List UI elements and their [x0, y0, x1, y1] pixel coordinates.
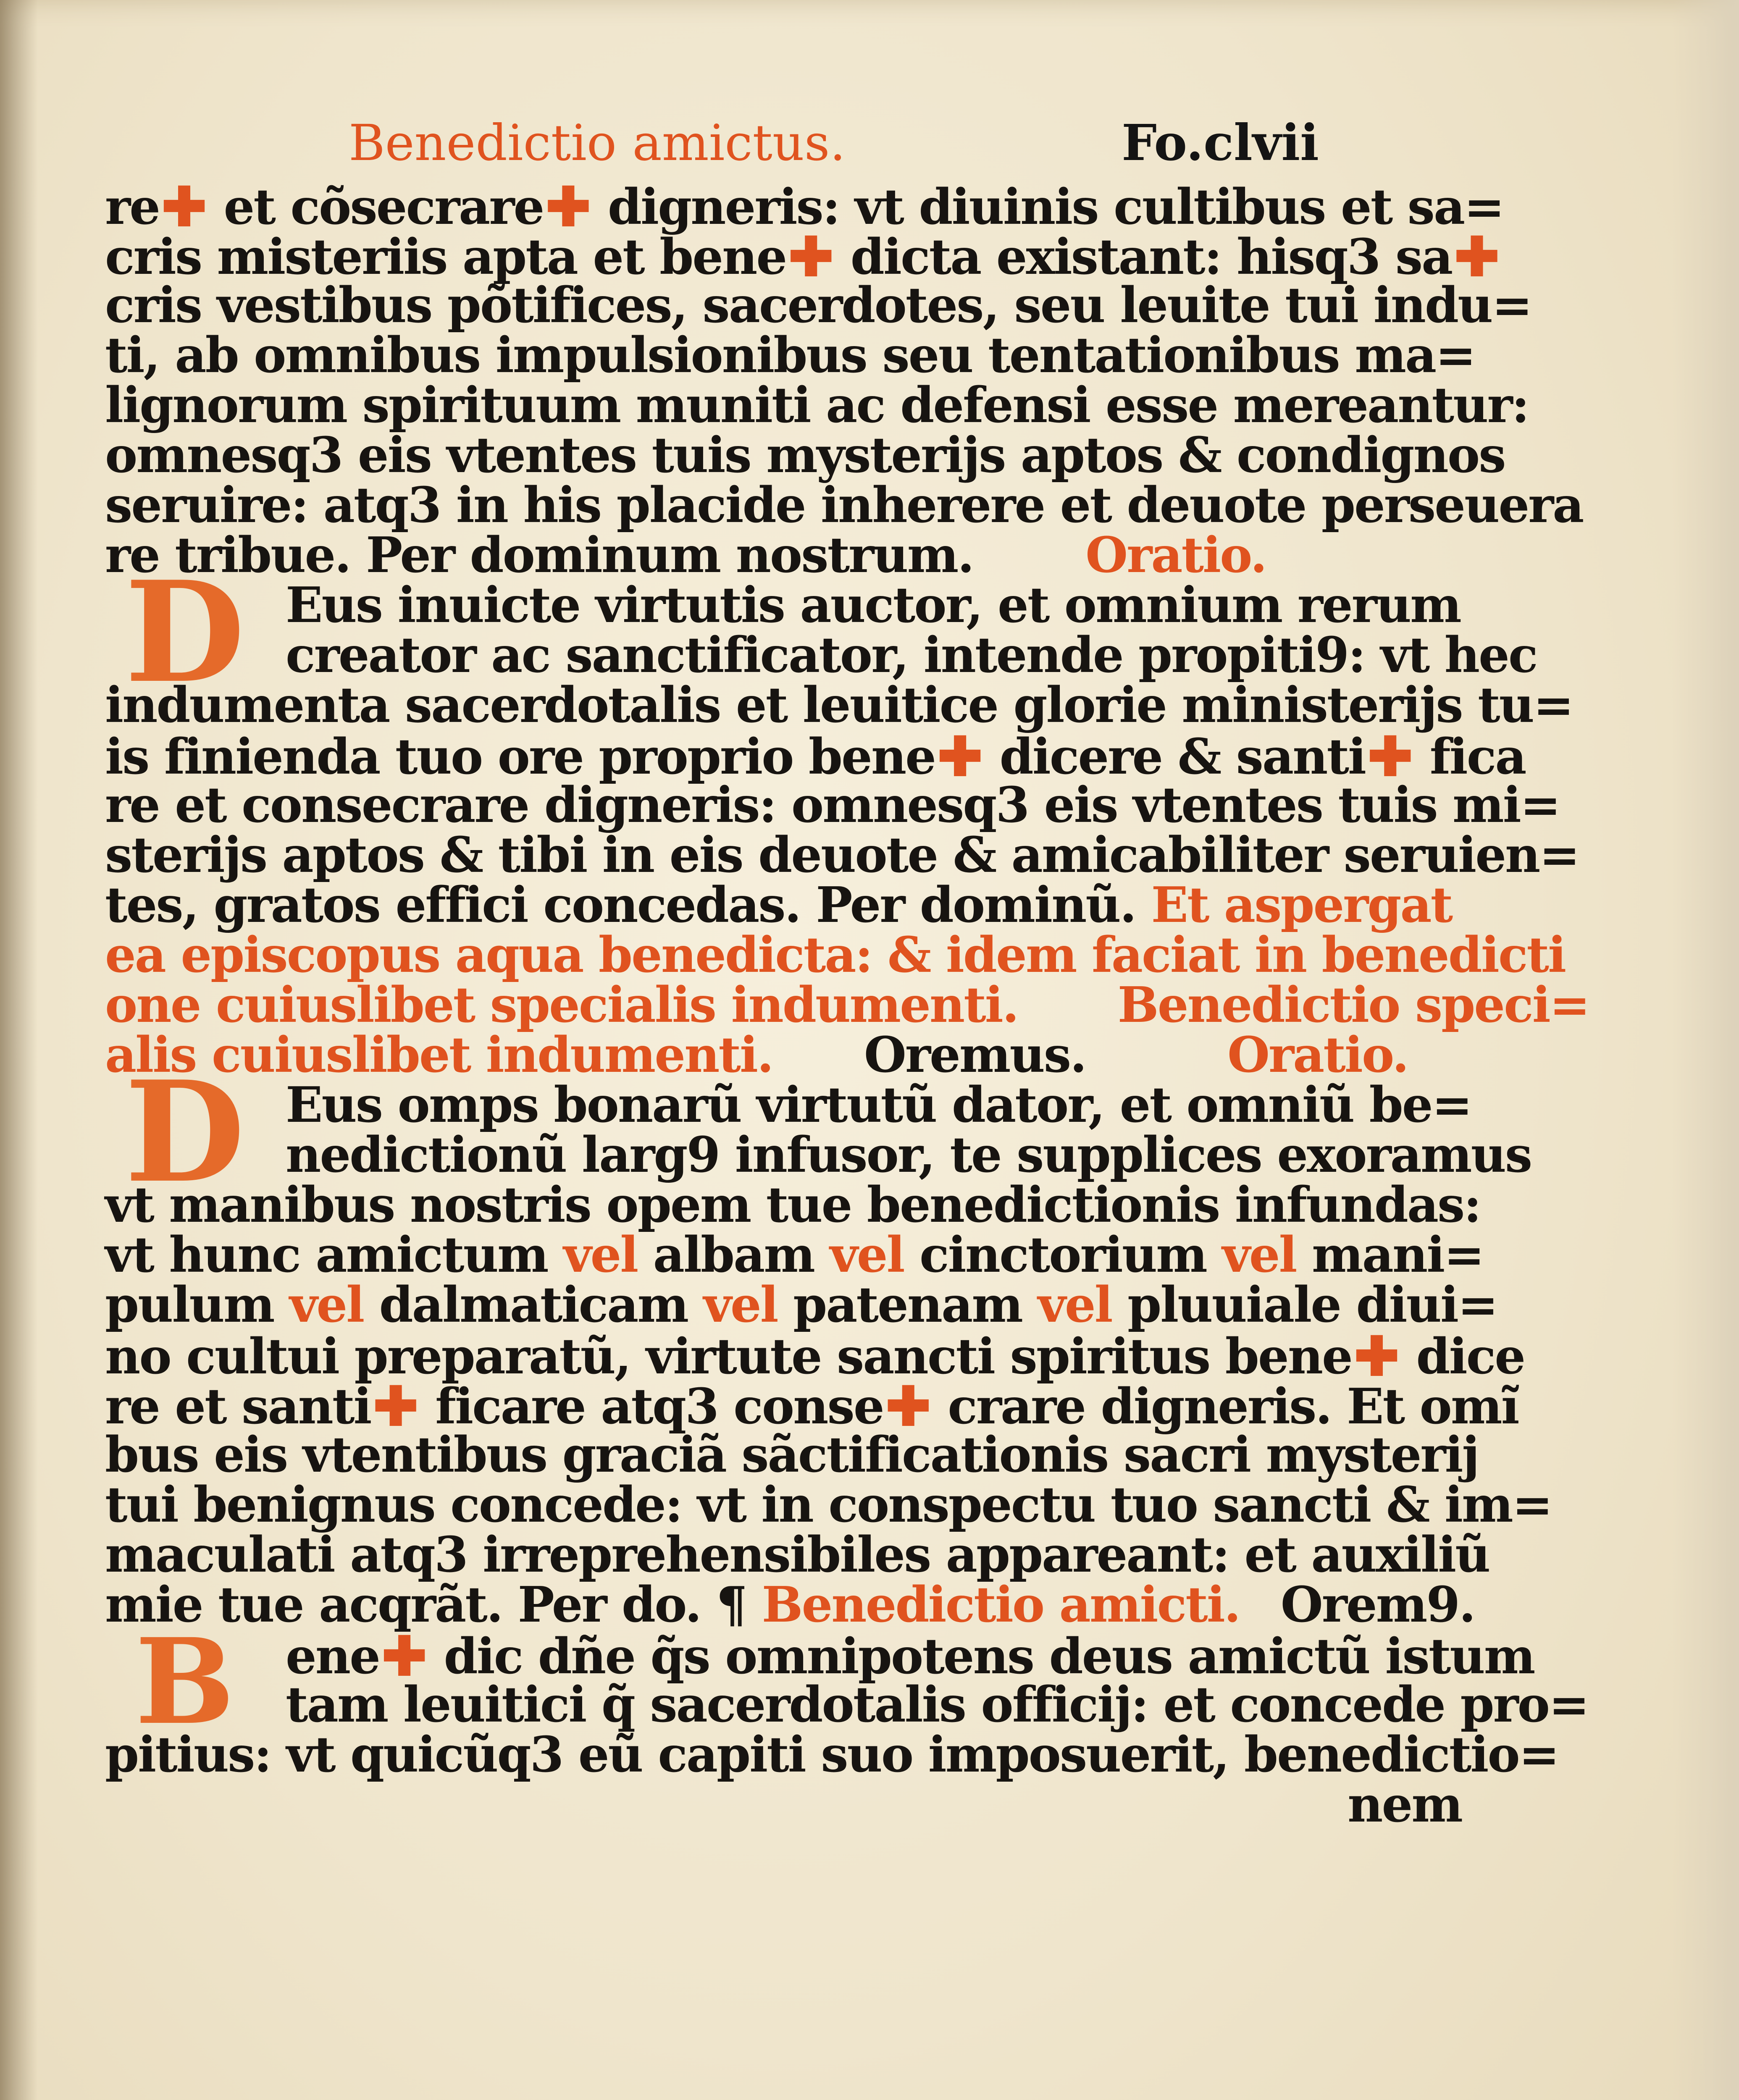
cross-icon: ✚ [1454, 226, 1498, 289]
text-line: Eus omps bonarũ virtutũ dator, et omniũ be= [286, 1076, 1471, 1134]
text-span: patenam [793, 1276, 1022, 1334]
text-line: cris vestibus põtifices, sacerdotes, seu leuite tui indu= [105, 277, 1531, 334]
cross-icon: ✚ [546, 176, 590, 239]
catchword: nem [1348, 1776, 1462, 1833]
text-span: re tribue. Per dominum nostrum. [105, 527, 973, 584]
rubric-vel: vel [1038, 1276, 1112, 1334]
spine-shadow [0, 0, 38, 2100]
text-line: indumenta sacerdotalis et leuitice glorie ministerijs tu= [105, 677, 1573, 734]
text-span: mani= [1312, 1226, 1484, 1284]
cross-icon: ✚ [373, 1375, 417, 1438]
text-line: is finienda tuo ore proprio bene✚ dicere & santi✚ fica [105, 725, 1526, 788]
running-title: Benedictio amictus. [349, 114, 846, 172]
text-line: cris misteriis apta et bene✚ dicta existant: hisq3 sa✚ [105, 226, 1498, 289]
text-line [105, 976, 1589, 1034]
cross-icon: ✚ [1354, 1325, 1398, 1388]
text-span: pluuiale diui= [1127, 1276, 1497, 1334]
rubric-text: alis cuiuslibet indumenti. [105, 1026, 773, 1084]
text-line: seruire: atq3 in his placide inherere et deuote perseuera [105, 477, 1583, 534]
text-line: ti, ab omnibus impulsionibus seu tentationibus ma= [105, 327, 1475, 384]
text-line: maculati atq3 irreprehensibiles appareant: et auxiliũ [105, 1526, 1489, 1583]
cross-icon: ✚ [1368, 725, 1412, 788]
folio-number: Fo.clvii [1122, 113, 1319, 172]
text-line: re✚ et cõsecrare✚ digneris: vt diuinis cultibus et sa= [105, 176, 1504, 239]
text-line: creator ac sanctificator, intende propiti9: vt hec [286, 627, 1537, 684]
text-line: ene✚ dic dñe q̃s omnipotens deus amictũ istum [286, 1625, 1534, 1688]
text-span: cinctorium [919, 1226, 1206, 1284]
text-line: tam leuitici q̃ sacerdotalis officij: et concede pro= [286, 1676, 1589, 1733]
text-span: vt hunc amictum [105, 1226, 548, 1284]
cross-icon: ✚ [381, 1625, 426, 1688]
text-block [105, 176, 1589, 1833]
rubric-oratio: Oratio. [1227, 1026, 1408, 1084]
text-line [105, 877, 1462, 934]
rubric-benedictio-speci: Benedictio speci= [1117, 976, 1589, 1034]
rubric-vel: vel [830, 1226, 904, 1284]
text-span: mie tue acqrãt. Per do. ¶ [105, 1576, 746, 1633]
page-edge [1672, 0, 1739, 2100]
text-span: pulum [105, 1276, 274, 1334]
oremus-text: Oremus. [864, 1026, 1086, 1084]
text-line [105, 527, 1462, 584]
rubric-vel: vel [289, 1276, 364, 1334]
text-line: re et consecrare digneris: omnesq3 eis vtentes tuis mi= [105, 777, 1560, 834]
text-line [105, 1576, 1475, 1633]
text-span: albam [653, 1226, 814, 1284]
text-line: no cultui preparatũ, virtute sancti spiritus bene✚ dice [105, 1325, 1525, 1388]
cross-icon: ✚ [937, 725, 982, 788]
rubric-text: one cuiuslibet specialis indumenti. [105, 976, 1018, 1034]
rubric-vel: vel [703, 1276, 778, 1334]
page-header [349, 105, 1319, 181]
rubric-oratio: Oratio. [1085, 527, 1266, 584]
text-line [105, 1226, 1484, 1284]
text-line: bus eis vtentibus graciã sãctificationis sacri mysterij [105, 1426, 1479, 1483]
text-span: tes, gratos effici concedas. Per dominũ. [105, 877, 1136, 934]
paragraph-benedic [105, 1613, 1589, 1751]
rubric-benedictio-amicti: Benedictio amicti. [762, 1576, 1240, 1633]
initial-letter-d: D [124, 551, 245, 714]
oremus-text: Orem9. [1280, 1576, 1475, 1633]
rubric-line: ea episcopus aqua benedicta: & idem faciat in benedicti [105, 927, 1566, 984]
text-line: vt manibus nostris opem tue benedictionis infundas: [105, 1176, 1481, 1234]
cross-icon: ✚ [788, 226, 833, 289]
text-line [105, 1026, 1462, 1084]
text-line: re et santi✚ ficare atq3 conse✚ crare digneris. Et omĩ [105, 1375, 1518, 1438]
text-line: pitius: vt quicũq3 eũ capiti suo imposuerit, benedictio= [105, 1726, 1559, 1783]
cross-icon: ✚ [161, 176, 206, 239]
rubric-vel: vel [1222, 1226, 1296, 1284]
text-line: omnesq3 eis vtentes tuis mysterijs aptos & condignos [105, 427, 1505, 484]
initial-letter-d: D [124, 1050, 245, 1213]
cross-icon: ✚ [885, 1375, 930, 1438]
text-span: dalmaticam [379, 1276, 688, 1334]
initial-letter-b: B [135, 1613, 235, 1751]
rubric-vel: vel [563, 1226, 638, 1284]
text-line [105, 1276, 1497, 1334]
text-line: sterijs aptos & tibi in eis deuote & amicabiliter seruien= [105, 827, 1579, 884]
text-line: nedictionũ larg9 infusor, te supplices exoramus [286, 1126, 1531, 1184]
rubric-et-aspergat: Et aspergat [1151, 877, 1452, 934]
text-line: lignorum spirituum muniti ac defensi esse mereantur: [105, 377, 1529, 434]
text-line: tui benignus concede: vt in conspectu tuo sancti & im= [105, 1476, 1552, 1533]
text-line: Eus inuicte virtutis auctor, et omnium rerum [286, 577, 1461, 634]
